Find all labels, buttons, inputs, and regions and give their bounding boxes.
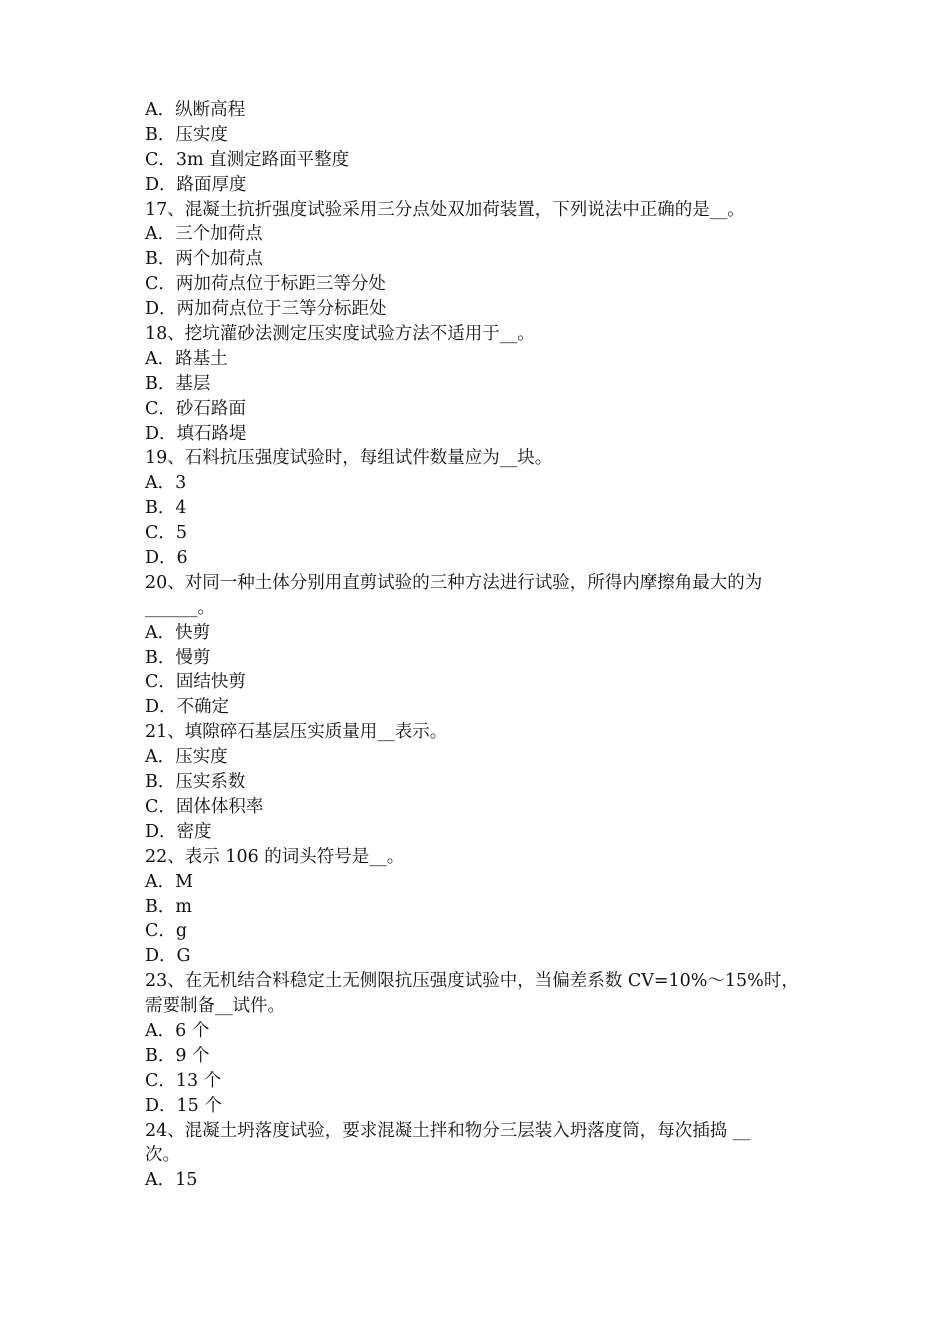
text-line: B．9 个 xyxy=(145,1045,210,1066)
text-line: D．两加荷点位于三等分标距处 xyxy=(145,299,387,320)
text-line: 20、对同一种土体分别用直剪试验的三种方法进行试验，所得内摩擦角最大的为 xyxy=(145,572,763,593)
text-line: 24、混凝土坍落度试验，要求混凝土拌和物分三层装入坍落度筒，每次插捣 __ xyxy=(145,1120,751,1141)
text-line: A．6 个 xyxy=(145,1020,210,1041)
text-line: D．密度 xyxy=(145,821,212,842)
text-line: 21、填隙碎石基层压实质量用__表示。 xyxy=(145,722,448,743)
text-line: B．基层 xyxy=(145,373,211,394)
text-line: B．m xyxy=(145,896,192,917)
text-line: A．快剪 xyxy=(145,622,211,643)
text-line: D．15 个 xyxy=(145,1095,222,1116)
text-line: B．4 xyxy=(145,498,187,519)
text-line: C．固结快剪 xyxy=(145,672,246,693)
text-line: C．5 xyxy=(145,523,188,544)
text-line: C．砂石路面 xyxy=(145,398,246,419)
text-line: B．压实系数 xyxy=(145,772,246,793)
text-line: 18、挖坑灌砂法测定压实度试验方法不适用于__。 xyxy=(145,324,535,345)
text-line: B．慢剪 xyxy=(145,647,211,668)
text-line: 23、在无机结合料稳定土无侧限抗压强度试验中，当偏差系数 CV=10%～15%时， xyxy=(145,971,799,992)
text-line: D．填石路堤 xyxy=(145,423,247,444)
text-line: B．两个加荷点 xyxy=(145,249,263,270)
text-line: C．g xyxy=(145,921,188,942)
text-line: C．固体体积率 xyxy=(145,796,264,817)
document-body xyxy=(145,98,815,1193)
text-line: C．两加荷点位于标距三等分处 xyxy=(145,274,386,295)
text-line: 次。 xyxy=(145,1145,180,1166)
text-line: A．纵断高程 xyxy=(145,100,246,120)
text-line: D．路面厚度 xyxy=(145,174,247,195)
text-line: 22、表示 106 的词头符号是__。 xyxy=(145,846,405,867)
text-line: A．路基土 xyxy=(145,348,228,369)
text-line: C．3m 直测定路面平整度 xyxy=(145,149,350,170)
text-line: ______。 xyxy=(145,597,215,618)
text-line: A．压实度 xyxy=(145,747,228,768)
text-line: A．三个加荷点 xyxy=(145,224,263,245)
text-line: B．压实度 xyxy=(145,124,228,145)
text-line: 17、混凝土抗折强度试验采用三分点处双加荷装置，下列说法中正确的是__。 xyxy=(145,199,745,220)
text-line: A．3 xyxy=(145,473,187,494)
text-line: A．15 xyxy=(145,1170,198,1191)
text-line: D．G xyxy=(145,946,191,967)
text-line: 19、石料抗压强度试验时，每组试件数量应为__块。 xyxy=(145,448,553,469)
text-line: C．13 个 xyxy=(145,1070,222,1091)
text-line: 需要制备__试件。 xyxy=(145,996,285,1017)
text-line: D．6 xyxy=(145,548,188,569)
text-line: D．不确定 xyxy=(145,697,230,718)
text-line: A．M xyxy=(145,871,194,892)
